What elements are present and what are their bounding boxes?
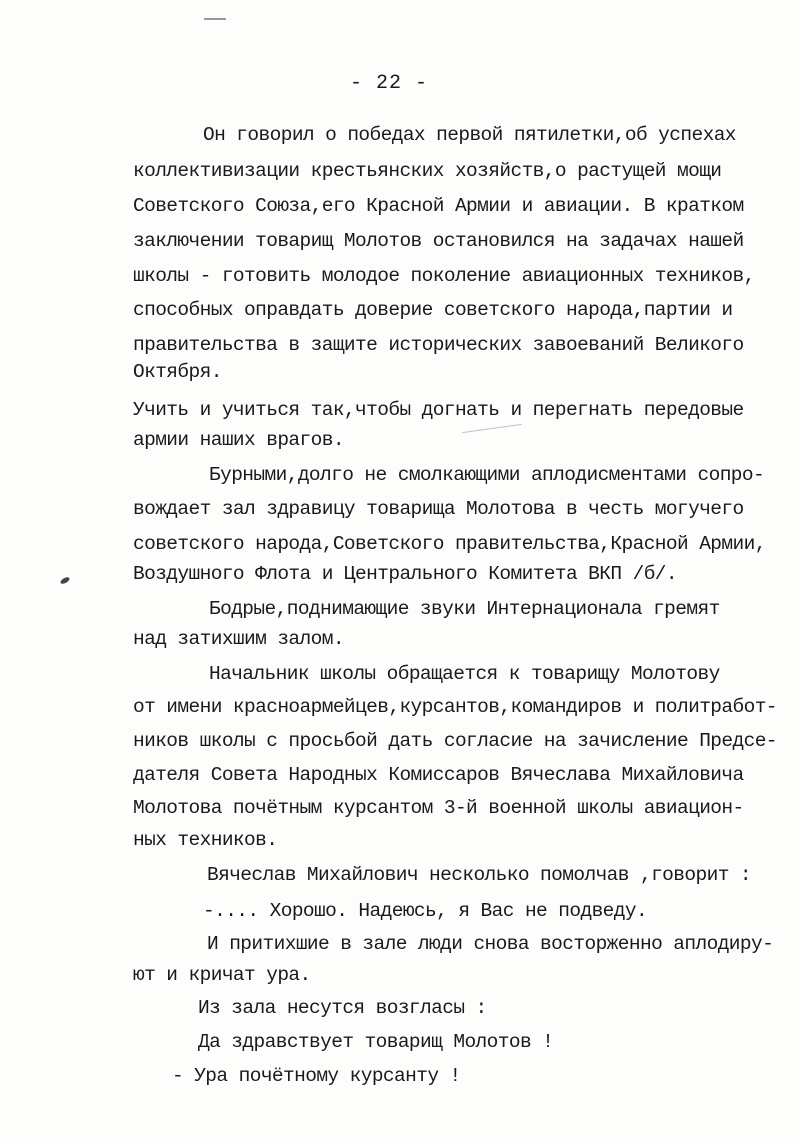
text-line: заключении товарищ Молотов остановился на задачах нашей xyxy=(133,230,744,252)
text-line: Из зала несутся возгласы : xyxy=(198,997,487,1019)
text-line: Бурными,долго не смолкающими аплодисментами сопро- xyxy=(209,464,765,486)
text-line: Да здравствует товарищ Молотов ! xyxy=(198,1031,554,1053)
scan-mark xyxy=(204,18,226,20)
text-line: Он говорил о победах первой пятилетки,об успехах xyxy=(203,124,736,146)
text-line: правительства в защите исторических завоеваний Великого xyxy=(133,334,744,356)
text-line: ников школы с просьбой дать согласие на зачисление Предсе- xyxy=(133,730,777,752)
text-line: дателя Совета Народных Комиссаров Вячеслава Михайловича xyxy=(133,764,744,786)
text-line: советского народа,Советского правительства,Красной Армии, xyxy=(133,533,766,555)
text-line: Молотова почётным курсантом 3-й военной школы авиацион- xyxy=(133,797,744,819)
text-line: способных оправдать доверие советского народа,партии и xyxy=(133,299,733,321)
text-line: Советского Союза,его Красной Армии и авиации. В кратком xyxy=(133,195,744,217)
text-line: над затихшим залом. xyxy=(133,628,344,650)
text-line: школы - готовить молодое поколение авиационных техников, xyxy=(133,265,755,287)
page-number: - 22 - xyxy=(350,72,429,95)
scan-mark xyxy=(59,576,70,585)
text-line: Октября. xyxy=(133,361,222,383)
text-line: И притихшие в зале люди снова восторженно аплодиру- xyxy=(207,933,774,955)
text-line: -.... Хорошо. Надеюсь, я Вас не подведу. xyxy=(203,900,648,922)
text-line: коллективизации крестьянских хозяйств,о растущей мощи xyxy=(133,160,722,182)
text-line: - Ура почётному курсанту ! xyxy=(172,1065,461,1087)
text-line: от имени красноармейцев,курсантов,командиров и политработ- xyxy=(133,696,777,718)
text-line: Начальник школы обращается к товарищу Молотову xyxy=(209,663,720,685)
text-line: Вячеслав Михайлович несколько помолчав ,говорит : xyxy=(207,864,751,886)
text-line: ных техников. xyxy=(133,829,278,851)
text-line: Бодрые,поднимающие звуки Интернационала гремят xyxy=(209,598,720,620)
text-line: Воздушного Флота и Центрального Комитета ВКП /б/. xyxy=(133,563,677,585)
text-line: вождает зал здравицу товарища Молотова в честь могучего xyxy=(133,498,744,520)
text-line: ют и кричат ура. xyxy=(133,964,311,986)
scan-mark xyxy=(462,424,522,433)
text-line: Учить и учиться так,чтобы догнать и перегнать передовые xyxy=(133,399,744,421)
text-line: армии наших врагов. xyxy=(133,429,344,451)
